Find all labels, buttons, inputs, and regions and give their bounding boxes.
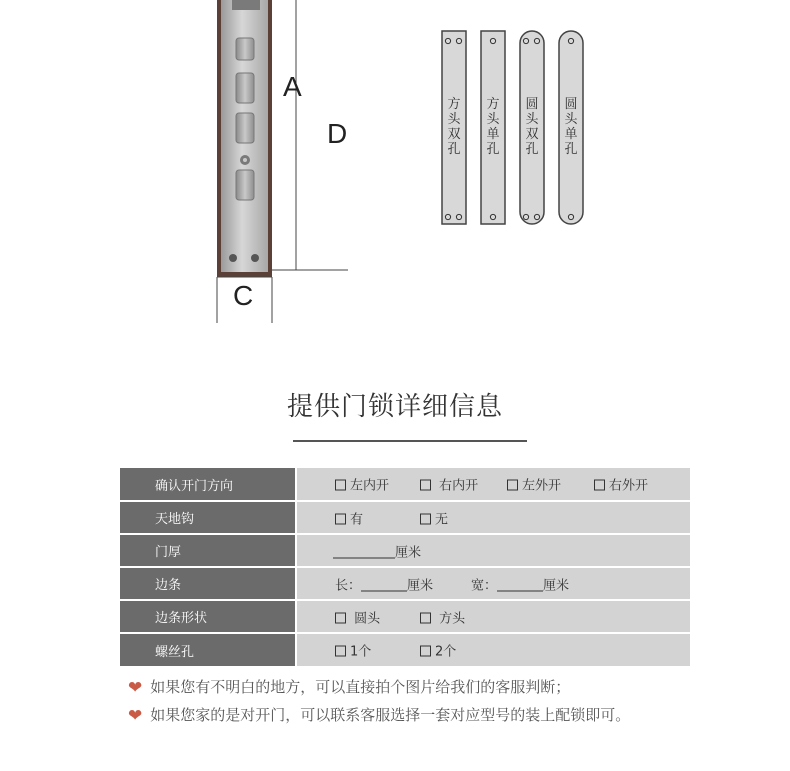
plate-label-square-double: 方头双孔	[447, 97, 461, 157]
lock-info-table	[120, 468, 690, 666]
checkbox-icon[interactable]	[507, 480, 518, 491]
lock-dimension-diagram	[0, 0, 790, 340]
blank-line[interactable]	[497, 578, 543, 591]
table-row	[120, 600, 690, 633]
blank-line[interactable]	[333, 545, 395, 558]
option-right-inward[interactable]: 右内开	[420, 475, 478, 494]
option-hook-no[interactable]: 无	[420, 508, 448, 527]
checkbox-icon[interactable]	[420, 480, 431, 491]
row-options	[296, 633, 690, 666]
checkbox-icon[interactable]	[420, 646, 431, 657]
door-thickness-field[interactable]: 厘米	[333, 541, 421, 560]
lock-body	[217, 0, 272, 277]
plate-label-square-single: 方头单孔	[486, 97, 500, 157]
plate-label-round-double: 圆头双孔	[525, 97, 539, 157]
option-left-inward[interactable]: 左内开	[335, 475, 389, 494]
checkbox-icon[interactable]	[335, 646, 346, 657]
dimension-d-label: D	[327, 118, 348, 149]
row-label-screw-holes: 螺丝孔	[120, 633, 296, 666]
dimension-a-label: A	[283, 71, 302, 102]
option-one-hole[interactable]: 1个	[335, 641, 371, 660]
heart-icon: ❤	[128, 678, 143, 698]
checkbox-icon[interactable]	[594, 480, 605, 491]
table-row	[120, 567, 690, 600]
option-round-head[interactable]: 圆头	[335, 607, 380, 626]
checkbox-icon[interactable]	[335, 612, 346, 623]
row-label-door-thickness: 门厚	[120, 534, 296, 567]
row-options	[296, 534, 690, 567]
edge-length-field[interactable]: 长： 厘米	[335, 578, 434, 593]
row-options	[296, 468, 690, 501]
dimension-c-label: C	[233, 280, 254, 311]
row-label-edge-shape: 边条形状	[120, 600, 296, 633]
row-label-edge-strip: 边条	[120, 567, 296, 600]
row-options	[296, 567, 690, 600]
table-row	[120, 501, 690, 534]
checkbox-icon[interactable]	[335, 513, 346, 524]
row-options	[296, 600, 690, 633]
table-row	[120, 534, 690, 567]
option-right-outward[interactable]: 右外开	[594, 475, 648, 494]
checkbox-icon[interactable]	[335, 480, 346, 491]
option-two-holes[interactable]: 2个	[420, 641, 456, 660]
checkbox-icon[interactable]	[420, 513, 431, 524]
checkbox-icon[interactable]	[420, 612, 431, 623]
note-double-door: ❤ 如果您家的是对开门，可以联系客服选择一套对应型号的装上配锁即可。	[128, 706, 631, 726]
heart-icon: ❤	[128, 706, 143, 726]
row-label-door-direction: 确认开门方向	[120, 468, 296, 501]
note-photo: ❤ 如果您有不明白的地方，可以直接拍个图片给我们的客服判断；	[128, 678, 571, 698]
option-left-outward[interactable]: 左外开	[507, 475, 561, 494]
option-hook-yes[interactable]: 有	[335, 508, 363, 527]
table-row	[120, 468, 690, 501]
edge-width-field[interactable]: 宽： 厘米	[471, 578, 570, 593]
section-title: 提供门锁详细信息	[286, 392, 503, 422]
row-label-hook: 天地钩	[120, 501, 296, 534]
plate-label-round-single: 圆头单孔	[564, 97, 578, 157]
option-square-head[interactable]: 方头	[420, 607, 465, 626]
title-underline	[293, 440, 527, 442]
row-options	[296, 501, 690, 534]
blank-line[interactable]	[361, 578, 407, 591]
table-row	[120, 633, 690, 666]
